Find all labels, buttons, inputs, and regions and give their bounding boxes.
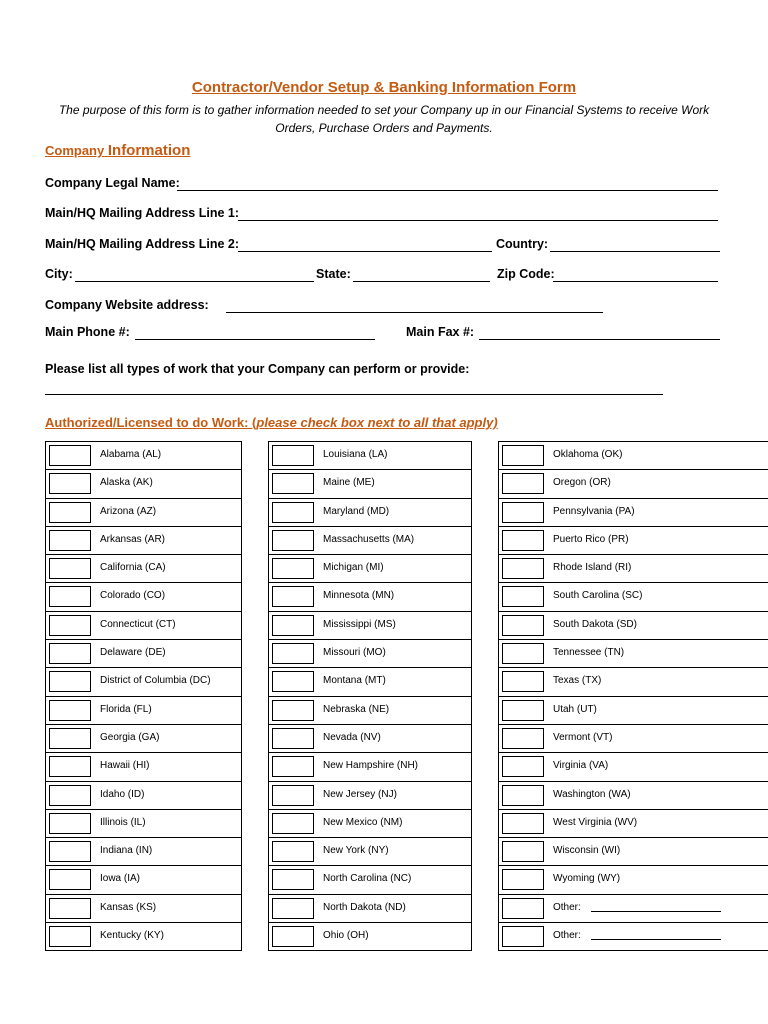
state-row [46, 697, 242, 725]
state-label: Florida (FL) [100, 703, 152, 715]
state-label: Oklahoma (OK) [553, 449, 623, 460]
state-checkbox[interactable] [502, 445, 544, 466]
state-row [269, 612, 472, 640]
state-checkbox[interactable] [49, 671, 91, 692]
state-row [269, 782, 472, 810]
state-row [499, 753, 768, 781]
state-label: Puerto Rico (PR) [553, 533, 629, 545]
state-checkbox[interactable] [502, 671, 544, 692]
state-row [499, 527, 768, 555]
state-checkbox[interactable] [49, 813, 91, 834]
state-checkbox[interactable] [272, 813, 314, 834]
state-checkbox[interactable] [272, 643, 314, 664]
states-column-3 [498, 441, 768, 951]
state-row [269, 442, 472, 470]
state-checkbox[interactable] [272, 700, 314, 721]
state-checkbox[interactable] [49, 615, 91, 636]
state-label: North Carolina (NC) [323, 873, 412, 885]
state-label: Maryland (MD) [323, 505, 390, 517]
state-label: Mississippi (MS) [323, 618, 396, 630]
state-checkbox[interactable] [502, 785, 544, 806]
state-row [46, 895, 242, 923]
state-row [46, 866, 242, 894]
state-checkbox[interactable] [272, 841, 314, 862]
state-row [46, 838, 242, 866]
state-checkbox[interactable] [49, 728, 91, 749]
state-label: Nebraska (NE) [323, 703, 390, 715]
state-checkbox[interactable] [49, 700, 91, 721]
state-label: Vermont (VT) [553, 731, 613, 743]
form-purpose: The purpose of this form is to gather information needed to set your Company up in our Financial Systems to receive Work Orders, Purchase Orders and Payments. [58, 103, 710, 135]
state-checkbox[interactable] [272, 615, 314, 636]
state-checkbox[interactable] [272, 926, 314, 947]
state-checkbox[interactable] [272, 530, 314, 551]
state-checkbox[interactable] [502, 643, 544, 664]
state-row [269, 499, 472, 527]
state-row [46, 753, 242, 781]
state-checkbox[interactable] [502, 700, 544, 721]
state-row [269, 583, 472, 611]
other-input-line[interactable] [591, 931, 721, 940]
state-checkbox[interactable] [49, 926, 91, 947]
state-row [46, 612, 242, 640]
work-types-field[interactable] [45, 394, 663, 395]
state-row [46, 499, 242, 527]
licensed-heading-italic: please check box next to all that apply) [256, 415, 498, 430]
state-row [499, 555, 768, 583]
state-checkbox[interactable] [502, 728, 544, 749]
state-label: Iowa (IA) [100, 873, 141, 885]
state-row [499, 895, 768, 923]
state-label: Michigan (MI) [323, 562, 384, 574]
phone-label: Main Phone #: [45, 325, 130, 339]
state-checkbox[interactable] [49, 643, 91, 664]
state-label: Illinois (IL) [100, 816, 146, 828]
fax-label: Main Fax #: [406, 325, 475, 339]
company-information-heading [45, 142, 190, 159]
state-row [269, 640, 472, 668]
state-label: New Hampshire (NH) [323, 760, 419, 772]
state-label: New Mexico (NM) [323, 816, 403, 828]
state-checkbox[interactable] [502, 813, 544, 834]
state-label: Georgia (GA) [100, 731, 160, 743]
state-checkbox[interactable] [49, 841, 91, 862]
state-row [269, 470, 472, 498]
zip-field[interactable] [553, 281, 718, 282]
state-label: Indiana (IN) [100, 845, 153, 857]
state-row [46, 725, 242, 753]
state-row [499, 470, 768, 498]
work-types-label: Please list all types of work that your Company can perform or provide: [45, 362, 470, 376]
state-checkbox[interactable] [502, 898, 544, 919]
state-checkbox[interactable] [272, 898, 314, 919]
state-checkbox[interactable] [49, 445, 91, 466]
state-label: Wyoming (WY) [553, 873, 621, 885]
state-label: Hawaii (HI) [100, 760, 150, 772]
licensed-heading [45, 415, 498, 430]
state-label: Minnesota (MN) [323, 590, 395, 602]
state-label: South Carolina (SC) [553, 590, 643, 602]
state-checkbox[interactable] [49, 473, 91, 494]
state-label: Tennessee (TN) [553, 647, 625, 659]
state-row [499, 697, 768, 725]
state-row [499, 810, 768, 838]
state-checkbox[interactable] [49, 530, 91, 551]
state-row [269, 555, 472, 583]
state-label: Maine (ME) [323, 477, 375, 489]
state-row [499, 612, 768, 640]
state-checkbox[interactable] [49, 785, 91, 806]
state-label: West Virginia (WV) [553, 816, 638, 828]
state-label: Other: [553, 901, 581, 913]
state-checkbox[interactable] [502, 926, 544, 947]
state-row [499, 640, 768, 668]
state-label: Massachusetts (MA) [323, 533, 415, 545]
state-label: Rhode Island (RI) [553, 562, 632, 574]
legal-name-field[interactable] [177, 190, 718, 191]
state-label: New York (NY) [323, 845, 389, 857]
states-column-1 [45, 441, 242, 951]
state-label: Alabama (AL) [100, 449, 162, 460]
company-heading-big: Information [107, 142, 191, 159]
state-checkbox[interactable] [502, 502, 544, 523]
website-label: Company Website address: [45, 298, 209, 312]
state-label: Idaho (ID) [100, 788, 145, 800]
legal-name-label: Company Legal Name: [45, 176, 180, 190]
state-label: Washington (WA) [553, 788, 631, 800]
state-label: Colorado (CO) [100, 590, 166, 602]
state-row [46, 527, 242, 555]
state-checkbox[interactable] [49, 898, 91, 919]
state-row [46, 668, 242, 696]
state-row [46, 555, 242, 583]
zip-label: Zip Code: [497, 267, 555, 281]
phone-field[interactable] [135, 339, 375, 340]
state-row [269, 810, 472, 838]
state-checkbox[interactable] [502, 558, 544, 579]
state-checkbox[interactable] [502, 615, 544, 636]
address2-field[interactable] [238, 251, 492, 252]
state-label: Virginia (VA) [553, 760, 609, 772]
state-row [46, 442, 242, 470]
state-label: State: [316, 267, 351, 281]
website-field[interactable] [226, 312, 603, 313]
state-label: Missouri (MO) [323, 647, 386, 659]
city-field[interactable] [75, 281, 314, 282]
state-label: Arizona (AZ) [100, 505, 157, 517]
state-label: Alaska (AK) [100, 477, 153, 489]
state-row [46, 640, 242, 668]
state-checkbox[interactable] [272, 869, 314, 890]
state-checkbox[interactable] [272, 473, 314, 494]
state-checkbox[interactable] [49, 869, 91, 890]
state-field[interactable] [353, 281, 490, 282]
state-row [499, 838, 768, 866]
state-label: Oregon (OR) [553, 477, 611, 489]
state-row [46, 810, 242, 838]
state-row [46, 782, 242, 810]
company-heading-small: Company [45, 143, 105, 158]
state-label: Louisiana (LA) [323, 449, 388, 460]
other-input-line[interactable] [591, 903, 721, 912]
state-label: Pennsylvania (PA) [553, 505, 635, 517]
state-row [499, 583, 768, 611]
city-label: City: [45, 267, 73, 281]
licensed-heading-text: Authorized/Licensed to do Work: ( [45, 415, 257, 430]
state-label: South Dakota (SD) [553, 618, 637, 630]
state-checkbox[interactable] [272, 728, 314, 749]
state-label: Kentucky (KY) [100, 930, 164, 942]
state-row [269, 895, 472, 923]
state-label: Other: [553, 930, 581, 942]
country-label: Country: [496, 237, 549, 251]
state-label: Arkansas (AR) [100, 533, 166, 545]
state-row [499, 442, 768, 470]
state-label: Wisconsin (WI) [553, 845, 621, 857]
form-title: Contractor/Vendor Setup & Banking Information Form [191, 79, 577, 96]
fax-field[interactable] [479, 339, 720, 340]
state-label: Kansas (KS) [100, 901, 157, 913]
state-checkbox[interactable] [272, 756, 314, 777]
state-row [499, 499, 768, 527]
country-field[interactable] [550, 251, 720, 252]
state-checkbox[interactable] [49, 756, 91, 777]
state-row [269, 753, 472, 781]
state-label: Nevada (NV) [323, 731, 381, 743]
state-checkbox[interactable] [49, 558, 91, 579]
state-row [46, 470, 242, 498]
state-checkbox[interactable] [272, 671, 314, 692]
state-row [269, 697, 472, 725]
state-row [269, 725, 472, 753]
state-checkbox[interactable] [49, 586, 91, 607]
state-row [269, 923, 472, 951]
state-checkbox[interactable] [502, 473, 544, 494]
state-label: Connecticut (CT) [100, 618, 176, 630]
state-row [46, 923, 242, 951]
state-row [499, 725, 768, 753]
state-row [269, 838, 472, 866]
state-label: Montana (MT) [323, 675, 386, 687]
state-checkbox[interactable] [49, 502, 91, 523]
state-checkbox[interactable] [502, 869, 544, 890]
states-column-2 [268, 441, 472, 951]
state-checkbox[interactable] [502, 586, 544, 607]
state-checkbox[interactable] [502, 530, 544, 551]
state-checkbox[interactable] [502, 841, 544, 862]
state-row [46, 583, 242, 611]
state-checkbox[interactable] [502, 756, 544, 777]
state-label: Utah (UT) [553, 703, 597, 715]
state-row [499, 668, 768, 696]
address1-field[interactable] [238, 220, 718, 221]
state-row [499, 866, 768, 894]
state-row [499, 782, 768, 810]
state-row [499, 923, 768, 951]
state-label: New Jersey (NJ) [323, 788, 397, 800]
state-label: Texas (TX) [553, 675, 602, 687]
state-row [269, 527, 472, 555]
state-label: California (CA) [100, 562, 166, 574]
state-checkbox[interactable] [272, 502, 314, 523]
state-checkbox[interactable] [272, 785, 314, 806]
state-checkbox[interactable] [272, 445, 314, 466]
state-checkbox[interactable] [272, 586, 314, 607]
state-label: North Dakota (ND) [323, 901, 406, 913]
state-row [269, 866, 472, 894]
state-label: Delaware (DE) [100, 647, 166, 659]
address1-label: Main/HQ Mailing Address Line 1: [45, 206, 240, 220]
state-label: Ohio (OH) [323, 930, 369, 942]
state-row [269, 668, 472, 696]
address2-label: Main/HQ Mailing Address Line 2: [45, 237, 240, 251]
state-checkbox[interactable] [272, 558, 314, 579]
state-label: District of Columbia (DC) [100, 675, 211, 687]
